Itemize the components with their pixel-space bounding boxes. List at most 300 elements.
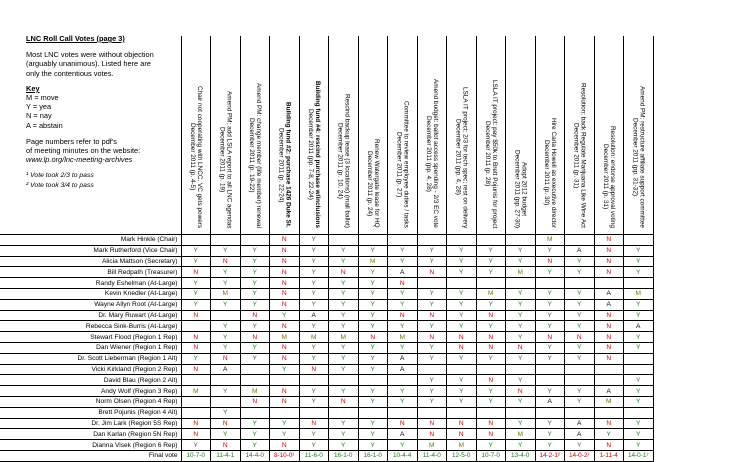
vote-cell: N xyxy=(506,386,536,397)
vote-cell: Y xyxy=(358,288,388,299)
vote-cell: Y xyxy=(624,418,654,429)
vote-cell xyxy=(211,396,241,407)
vote-cell: Y xyxy=(565,267,595,278)
vote-cell: Y xyxy=(594,429,624,440)
vote-cell: Y xyxy=(211,299,241,310)
vote-cell xyxy=(447,407,477,418)
motion-title: Chair not cooperating with LNCC. VC gets powers xyxy=(196,85,204,228)
vote-cell: N xyxy=(211,256,241,267)
vote-cell: Y xyxy=(535,429,565,440)
vote-cell: Y xyxy=(476,386,506,397)
vote-cell: Y xyxy=(211,267,241,278)
vote-cell: Y xyxy=(299,245,329,256)
archive-link[interactable]: www.lp.org/lnc-meeting-archives xyxy=(26,155,133,165)
vote-cell: N xyxy=(447,342,477,353)
vote-cell xyxy=(240,364,270,375)
vote-cell: Y xyxy=(447,299,477,310)
vote-cell: N xyxy=(181,364,211,375)
motion-date: December 2011 (p. 19) xyxy=(218,126,226,192)
member-row xyxy=(0,245,653,256)
vote-cell: N xyxy=(358,332,388,343)
vote-cell xyxy=(329,375,359,386)
vote-cell: Y xyxy=(624,310,654,321)
intro-line: only the contentious votes. xyxy=(26,68,114,78)
vote-cell: N xyxy=(270,353,300,364)
vote-cell: Y xyxy=(358,278,388,289)
vote-cell xyxy=(417,364,447,375)
final-tally: 10-7-0 xyxy=(181,450,211,461)
vote-cell: Y xyxy=(211,321,241,332)
vote-cell: Y xyxy=(299,396,329,407)
vote-cell: Y xyxy=(211,245,241,256)
vote-cell: Y xyxy=(358,364,388,375)
member-row xyxy=(0,418,653,429)
vote-cell: Y xyxy=(447,396,477,407)
intro-line: (arguably unanimous). Listed here are xyxy=(26,59,151,69)
vote-cell: Y xyxy=(535,299,565,310)
vote-cell xyxy=(240,407,270,418)
motion-date: December 2011 (p. 22-24) xyxy=(277,127,285,203)
vote-cell: Y xyxy=(388,396,418,407)
motion-title: Rescind backup lease (3 locations) (mail ballot) xyxy=(343,94,351,228)
vote-cell: N xyxy=(270,396,300,407)
motion-header xyxy=(624,36,654,235)
vote-cell: N xyxy=(565,332,595,343)
motion-date: December 2011 (p. 31) xyxy=(601,144,609,210)
member-name: Rebecca Sink-Burris (At-Large) xyxy=(0,321,181,332)
vote-cell: N xyxy=(535,256,565,267)
vote-cell: N xyxy=(270,245,300,256)
vote-cell: N xyxy=(594,353,624,364)
vote-cell: N xyxy=(594,418,624,429)
vote-cell: N xyxy=(476,375,506,386)
vote-cell: N xyxy=(181,310,211,321)
member-row xyxy=(0,407,653,418)
vote-cell: M xyxy=(594,396,624,407)
motion-header xyxy=(211,36,241,235)
vote-cell: Y xyxy=(211,332,241,343)
vote-cell: Y xyxy=(565,288,595,299)
vote-cell: Y xyxy=(565,299,595,310)
member-row xyxy=(0,332,653,343)
motion-title: Renew Watergate lease for HQ xyxy=(373,139,381,228)
vote-cell: Y xyxy=(506,299,536,310)
vote-cell: Y xyxy=(476,440,506,451)
final-tally: 14-0-2² xyxy=(565,450,595,461)
member-name: Alicia Mattson (Secretary) xyxy=(0,256,181,267)
motion-title: Resolution: endorse approval voting xyxy=(609,126,617,228)
vote-cell: Y xyxy=(211,278,241,289)
vote-cell: Y xyxy=(506,353,536,364)
motion-date: December 2011 (pp. 7-8, 22-24) xyxy=(306,109,314,200)
final-tally: 11-6-0 xyxy=(299,450,329,461)
vote-cell: N xyxy=(181,332,211,343)
vote-cell: N xyxy=(270,288,300,299)
member-row xyxy=(0,429,653,440)
vote-cell: Y xyxy=(388,299,418,310)
vote-cell: Y xyxy=(417,256,447,267)
vote-cell: N xyxy=(417,332,447,343)
member-row xyxy=(0,299,653,310)
vote-cell: A xyxy=(388,364,418,375)
vote-cell: Y xyxy=(476,299,506,310)
vote-cell: Y xyxy=(624,332,654,343)
vote-cell: Y xyxy=(506,396,536,407)
member-row xyxy=(0,386,653,397)
vote-cell: Y xyxy=(329,256,359,267)
vote-cell: Y xyxy=(270,364,300,375)
member-row xyxy=(0,440,653,451)
vote-cell xyxy=(535,375,565,386)
vote-cell: N xyxy=(417,310,447,321)
footnote: ² Vote took 3/4 to pass xyxy=(26,181,94,189)
intro-line: Most LNC votes were without objection xyxy=(26,50,154,60)
vote-cell: N xyxy=(270,267,300,278)
vote-cell: Y xyxy=(240,267,270,278)
vote-cell: N xyxy=(181,267,211,278)
vote-cell: Y xyxy=(181,440,211,451)
vote-cell: Y xyxy=(447,288,477,299)
vote-cell: N xyxy=(447,332,477,343)
vote-cell: Y xyxy=(476,321,506,332)
vote-cell: N xyxy=(211,418,241,429)
vote-cell: N xyxy=(299,418,329,429)
vote-cell xyxy=(624,353,654,364)
vote-cell: Y xyxy=(181,245,211,256)
member-row xyxy=(0,310,653,321)
vote-cell: Y xyxy=(299,386,329,397)
vote-cell xyxy=(388,407,418,418)
vote-cell: Y xyxy=(535,353,565,364)
vote-cell xyxy=(181,396,211,407)
vote-cell: Y xyxy=(240,256,270,267)
motion-title: Adopt 2012 budget xyxy=(520,161,528,216)
vote-cell: Y xyxy=(329,321,359,332)
vote-cell xyxy=(565,375,595,386)
member-name: Stewart Flood (Region 1 Rep) xyxy=(0,332,181,343)
vote-cell: A xyxy=(565,418,595,429)
vote-cell: Y xyxy=(329,386,359,397)
motion-header xyxy=(388,36,418,235)
final-tally: 10-7-0 xyxy=(476,450,506,461)
vote-cell: N xyxy=(388,310,418,321)
motion-title: Amend PM: change member (life member) renewal xyxy=(255,83,263,228)
vote-cell: Y xyxy=(299,429,329,440)
vote-cell: Y xyxy=(299,288,329,299)
vote-cell: Y xyxy=(476,256,506,267)
vote-cell: N xyxy=(594,440,624,451)
vote-cell xyxy=(506,364,536,375)
vote-cell xyxy=(181,407,211,418)
vote-cell: M xyxy=(211,288,241,299)
vote-cell: Y xyxy=(358,310,388,321)
vote-cell: Y xyxy=(181,299,211,310)
member-name: Dr. Scott Lieberman (Region 1 Alt) xyxy=(0,353,181,364)
final-tally: 11-4-1 xyxy=(211,450,241,461)
vote-cell: Y xyxy=(181,353,211,364)
vote-cell xyxy=(211,310,241,321)
vote-cell: N xyxy=(181,418,211,429)
vote-cell: A xyxy=(624,321,654,332)
vote-cell: Y xyxy=(417,396,447,407)
vote-cell xyxy=(476,407,506,418)
vote-cell: M xyxy=(329,332,359,343)
vote-cell: A xyxy=(594,299,624,310)
vote-cell: N xyxy=(594,245,624,256)
vote-cell: N xyxy=(270,278,300,289)
member-name: Dr. Mary Ruwart (At-Large) xyxy=(0,310,181,321)
vote-cell: N xyxy=(270,299,300,310)
member-row xyxy=(0,396,653,407)
footnote: ¹ Vote took 2/3 to pass xyxy=(26,172,94,180)
vote-cell: Y xyxy=(299,353,329,364)
key-entry: Y = yea xyxy=(26,102,52,112)
vote-cell: N xyxy=(417,429,447,440)
vote-cell xyxy=(594,407,624,418)
vote-cell xyxy=(211,375,241,386)
vote-cell: N xyxy=(594,235,624,246)
vote-cell: Y xyxy=(417,245,447,256)
vote-cell: Y xyxy=(506,288,536,299)
member-name: Kevin Knedler (At-Large) xyxy=(0,288,181,299)
vote-cell xyxy=(624,364,654,375)
motion-header xyxy=(506,36,536,235)
motion-header xyxy=(299,36,329,235)
final-vote-label: Final vote xyxy=(0,450,181,461)
vote-cell: Y xyxy=(388,342,418,353)
vote-cell xyxy=(211,235,241,246)
vote-cell: Y xyxy=(417,342,447,353)
vote-cell xyxy=(594,375,624,386)
member-name: Randy Eshelman (At-Large) xyxy=(0,278,181,289)
vote-cell xyxy=(535,278,565,289)
vote-cell: Y xyxy=(240,440,270,451)
vote-cell xyxy=(388,235,418,246)
vote-cell xyxy=(476,235,506,246)
vote-cell: M xyxy=(299,332,329,343)
key-heading: Key xyxy=(26,83,40,93)
vote-cell: Y xyxy=(240,321,270,332)
vote-cell: N xyxy=(299,364,329,375)
motion-title: LSLA IT project: 2/3 for tech spec; rest on delivery xyxy=(461,86,469,228)
vote-cell: N xyxy=(211,440,241,451)
vote-cell: N xyxy=(240,310,270,321)
vote-cell: Y xyxy=(417,353,447,364)
member-name: Dianna Visek (Region 6 Rep) xyxy=(0,440,181,451)
motion-header xyxy=(565,36,595,235)
vote-cell xyxy=(535,364,565,375)
vote-cell: N xyxy=(476,429,506,440)
vote-cell: Y xyxy=(240,353,270,364)
motion-date: December 2011 (pp. 4, 28) xyxy=(424,115,432,192)
vote-cell: Y xyxy=(447,321,477,332)
final-vote-row xyxy=(0,450,653,461)
final-tally: 12-5-0 xyxy=(447,450,477,461)
vote-cell: Y xyxy=(240,418,270,429)
vote-cell xyxy=(624,407,654,418)
vote-cell: A xyxy=(388,267,418,278)
vote-cell: N xyxy=(594,332,624,343)
member-name: Brett Pojunis (Region 4 Alt) xyxy=(0,407,181,418)
vote-cell: Y xyxy=(358,353,388,364)
motion-date: December 2011 (p. 19-22) xyxy=(247,118,255,193)
vote-cell: M xyxy=(240,386,270,397)
vote-cell: Y xyxy=(388,440,418,451)
vote-cell: N xyxy=(476,418,506,429)
vote-cell: M xyxy=(535,235,565,246)
vote-cell: Y xyxy=(358,386,388,397)
vote-cell: A xyxy=(211,364,241,375)
vote-cell: Y xyxy=(299,278,329,289)
vote-cell: Y xyxy=(329,418,359,429)
vote-cell: Y xyxy=(535,267,565,278)
vote-table xyxy=(0,36,654,462)
vote-cell: Y xyxy=(506,375,536,386)
motion-title: Building fund #4: rescind purchase w/inclusions xyxy=(314,80,322,228)
vote-cell xyxy=(358,235,388,246)
member-name: Vicki Kirkland (Region 2 Rep) xyxy=(0,364,181,375)
member-name: Dan Wiener (Region 1 Rep) xyxy=(0,342,181,353)
vote-cell xyxy=(624,235,654,246)
vote-cell: N xyxy=(476,342,506,353)
vote-cell xyxy=(329,235,359,246)
vote-cell: Y xyxy=(476,396,506,407)
motion-header xyxy=(358,36,388,235)
vote-cell xyxy=(506,235,536,246)
final-tally: 16-1-0 xyxy=(329,450,359,461)
vote-cell: Y xyxy=(358,321,388,332)
vote-cell: Y xyxy=(535,440,565,451)
motion-header xyxy=(270,36,300,235)
vote-cell: N xyxy=(181,429,211,440)
vote-cell xyxy=(447,235,477,246)
member-name: David Blau (Region 2 Alt) xyxy=(0,375,181,386)
member-row xyxy=(0,267,653,278)
vote-cell: Y xyxy=(240,245,270,256)
vote-cell: N xyxy=(270,342,300,353)
member-row xyxy=(0,364,653,375)
vote-cell: Y xyxy=(624,342,654,353)
vote-cell: Y xyxy=(329,353,359,364)
vote-cell: N xyxy=(270,386,300,397)
vote-cell: Y xyxy=(535,310,565,321)
final-tally: 14-2-1² xyxy=(535,450,565,461)
final-tally: 8-10-0¹ xyxy=(270,450,300,461)
vote-cell: Y xyxy=(388,386,418,397)
vote-cell: Y xyxy=(358,299,388,310)
vote-cell: Y xyxy=(299,440,329,451)
motion-header xyxy=(417,36,447,235)
member-row xyxy=(0,288,653,299)
vote-cell xyxy=(240,375,270,386)
vote-cell: Y xyxy=(565,440,595,451)
member-row xyxy=(0,256,653,267)
vote-cell: Y xyxy=(447,386,477,397)
vote-cell xyxy=(358,407,388,418)
vote-cell: Y xyxy=(506,418,536,429)
vote-cell: Y xyxy=(447,245,477,256)
vote-cell: N xyxy=(270,256,300,267)
motion-header xyxy=(240,36,270,235)
vote-cell: Y xyxy=(211,386,241,397)
vote-cell: N xyxy=(329,396,359,407)
vote-cell: A xyxy=(594,288,624,299)
vote-cell: M xyxy=(624,288,654,299)
vote-cell: Y xyxy=(447,256,477,267)
vote-cell: N xyxy=(594,256,624,267)
vote-cell: N xyxy=(329,267,359,278)
vote-cell: Y xyxy=(329,429,359,440)
final-tally: 13-4-0 xyxy=(506,450,536,461)
vote-cell: Y xyxy=(240,288,270,299)
vote-cell: Y xyxy=(565,342,595,353)
vote-cell: M xyxy=(447,440,477,451)
vote-cell: Y xyxy=(506,332,536,343)
vote-cell xyxy=(594,278,624,289)
vote-cell xyxy=(565,407,595,418)
motion-header xyxy=(535,36,565,235)
member-name: Dr. Jim Lark (Region 5S Rep) xyxy=(0,418,181,429)
page-title: LNC Roll Call Votes (page 3) xyxy=(26,34,125,43)
vote-cell: Y xyxy=(181,256,211,267)
member-row xyxy=(0,342,653,353)
member-name: Wayne Allyn Root (At-Large) xyxy=(0,299,181,310)
vote-cell: Y xyxy=(358,440,388,451)
motion-title: Hire Carla Howell as executive director xyxy=(550,117,558,228)
vote-cell: Y xyxy=(329,440,359,451)
vote-cell: Y xyxy=(240,342,270,353)
vote-cell: Y xyxy=(299,267,329,278)
vote-cell: N xyxy=(211,353,241,364)
pages-note: of meeting minutes on the website: xyxy=(26,146,141,156)
vote-cell: Y xyxy=(211,342,241,353)
vote-cell: Y xyxy=(535,342,565,353)
final-tally: 10-4-4 xyxy=(388,450,418,461)
vote-cell xyxy=(329,407,359,418)
vote-cell: Y xyxy=(358,396,388,407)
vote-cell: Y xyxy=(565,310,595,321)
vote-cell: Y xyxy=(299,235,329,246)
key-entry: A = abstain xyxy=(26,120,63,130)
vote-cell: N xyxy=(594,310,624,321)
vote-cell: Y xyxy=(270,310,300,321)
final-tally: 14-0-1² xyxy=(624,450,654,461)
final-tally: 14-4-0 xyxy=(240,450,270,461)
vote-cell: Y xyxy=(388,256,418,267)
vote-cell: M xyxy=(506,267,536,278)
motion-header xyxy=(447,36,477,235)
vote-cell: Y xyxy=(447,310,477,321)
vote-cell: Y xyxy=(535,321,565,332)
vote-cell: N xyxy=(240,332,270,343)
vote-cell: Y xyxy=(624,386,654,397)
vote-cell: Y xyxy=(476,267,506,278)
vote-cell: Y xyxy=(417,375,447,386)
vote-cell: N xyxy=(476,332,506,343)
vote-cell: Y xyxy=(447,267,477,278)
vote-cell: N xyxy=(506,342,536,353)
vote-cell: N xyxy=(535,332,565,343)
vote-cell: Y xyxy=(358,267,388,278)
member-row xyxy=(0,235,653,246)
member-row xyxy=(0,375,653,386)
vote-cell xyxy=(417,235,447,246)
vote-cell xyxy=(506,407,536,418)
motion-title: Amend budget: ballot access spending - 2/3 EC vote xyxy=(432,79,440,228)
motion-date: December 2011 (pp. 27-30) xyxy=(513,149,521,228)
vote-cell: Y xyxy=(270,429,300,440)
vote-cell: M xyxy=(270,332,300,343)
